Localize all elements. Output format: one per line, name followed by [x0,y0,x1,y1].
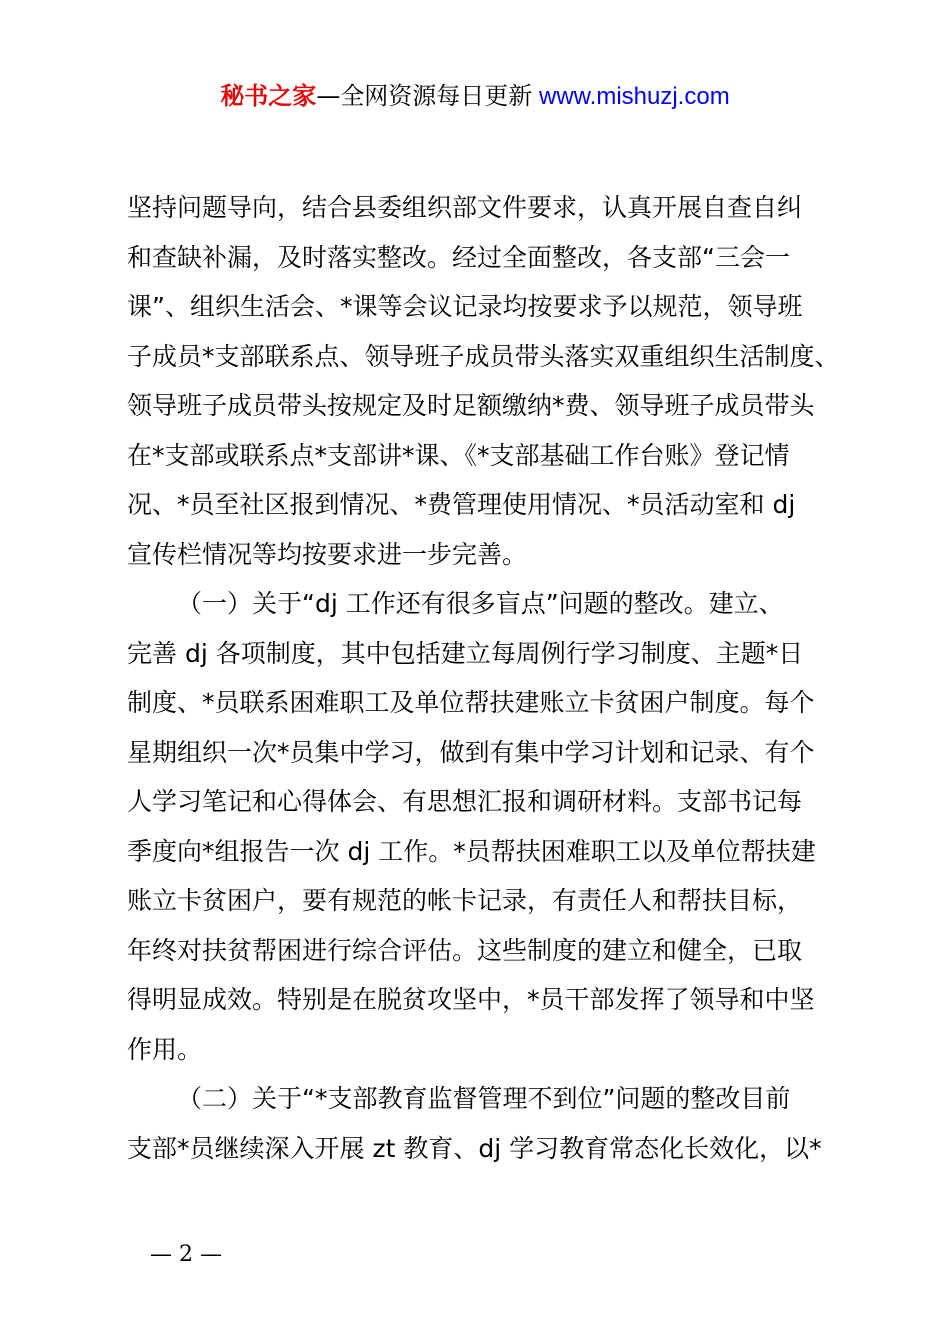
text-line: 作用。 [127,1034,203,1064]
text-line: 坚持问题导向，结合县委组织部文件要求，认真开展自查自纠 [127,193,803,222]
text-line: （二）关于“*支部教育监督管理不到位”问题的整改目前 [177,1084,791,1113]
text-line: （一）关于“dj 工作还有很多盲点”问题的整改。建立、 [177,589,784,618]
text-line: 完善 dj 各项制度，其中包括建立每周例行学习制度、主题*日 [127,638,804,668]
paragraph-section-1 [127,579,837,1074]
text-line: 在*支部或联系点*支部讲*课、《*支部基础工作台账》登记情 [127,440,790,470]
text-line: 领导班子成员带头按规定及时足额缴纳*费、领导班子成员带头 [127,391,815,420]
page-number: — 2 — [150,1242,222,1267]
text-line: 支部*员继续深入开展 zt 教育、dj 学习教育常态化长效化，以* [127,1133,822,1163]
text-line: 账立卡贫困户，要有规范的帐卡记录，有责任人和帮扶目标， [127,886,803,915]
text-line: 得明显成效。特别是在脱贫攻坚中，*员干部发挥了领导和中坚 [127,985,815,1014]
paragraph-intro [127,183,840,579]
text-line: 年终对扶贫帮困进行综合评估。这些制度的建立和健全，已取 [127,935,803,965]
text-line: 宣传栏情况等均按要求进一步完善。 [127,539,528,569]
paragraph-section-2 [127,1074,837,1173]
text-line: 人学习笔记和心得体会、有思想汇报和调研材料。支部书记每 [127,787,803,816]
page-header [0,80,950,113]
text-line: 季度向*组报告一次 dj 工作。*员帮扶困难职工以及单位帮扶建 [127,836,816,866]
text-line: 和查缺补漏，及时落实整改。经过全面整改，各支部“三会一 [127,242,790,272]
text-line: 课”、组织生活会、*课等会议记录均按要求予以规范，领导班 [127,292,803,321]
website-link[interactable]: www.mishuzj.com [532,83,730,110]
text-line: 况、*员至社区报到情况、*费管理使用情况、*员活动室和 dj [127,490,796,519]
header-tagline: —全网资源每日更新 [316,82,533,110]
text-line: 子成员*支部联系点、领导班子成员带头落实双重组织生活制度、 [127,341,840,371]
brand-name: 秘书之家 [220,82,317,110]
text-line: 制度、*员联系困难职工及单位帮扶建账立卡贫困户制度。每个 [127,688,815,717]
text-line: 星期组织一次*员集中学习，做到有集中学习计划和记录、有个 [127,737,815,767]
document-body [127,183,840,1173]
